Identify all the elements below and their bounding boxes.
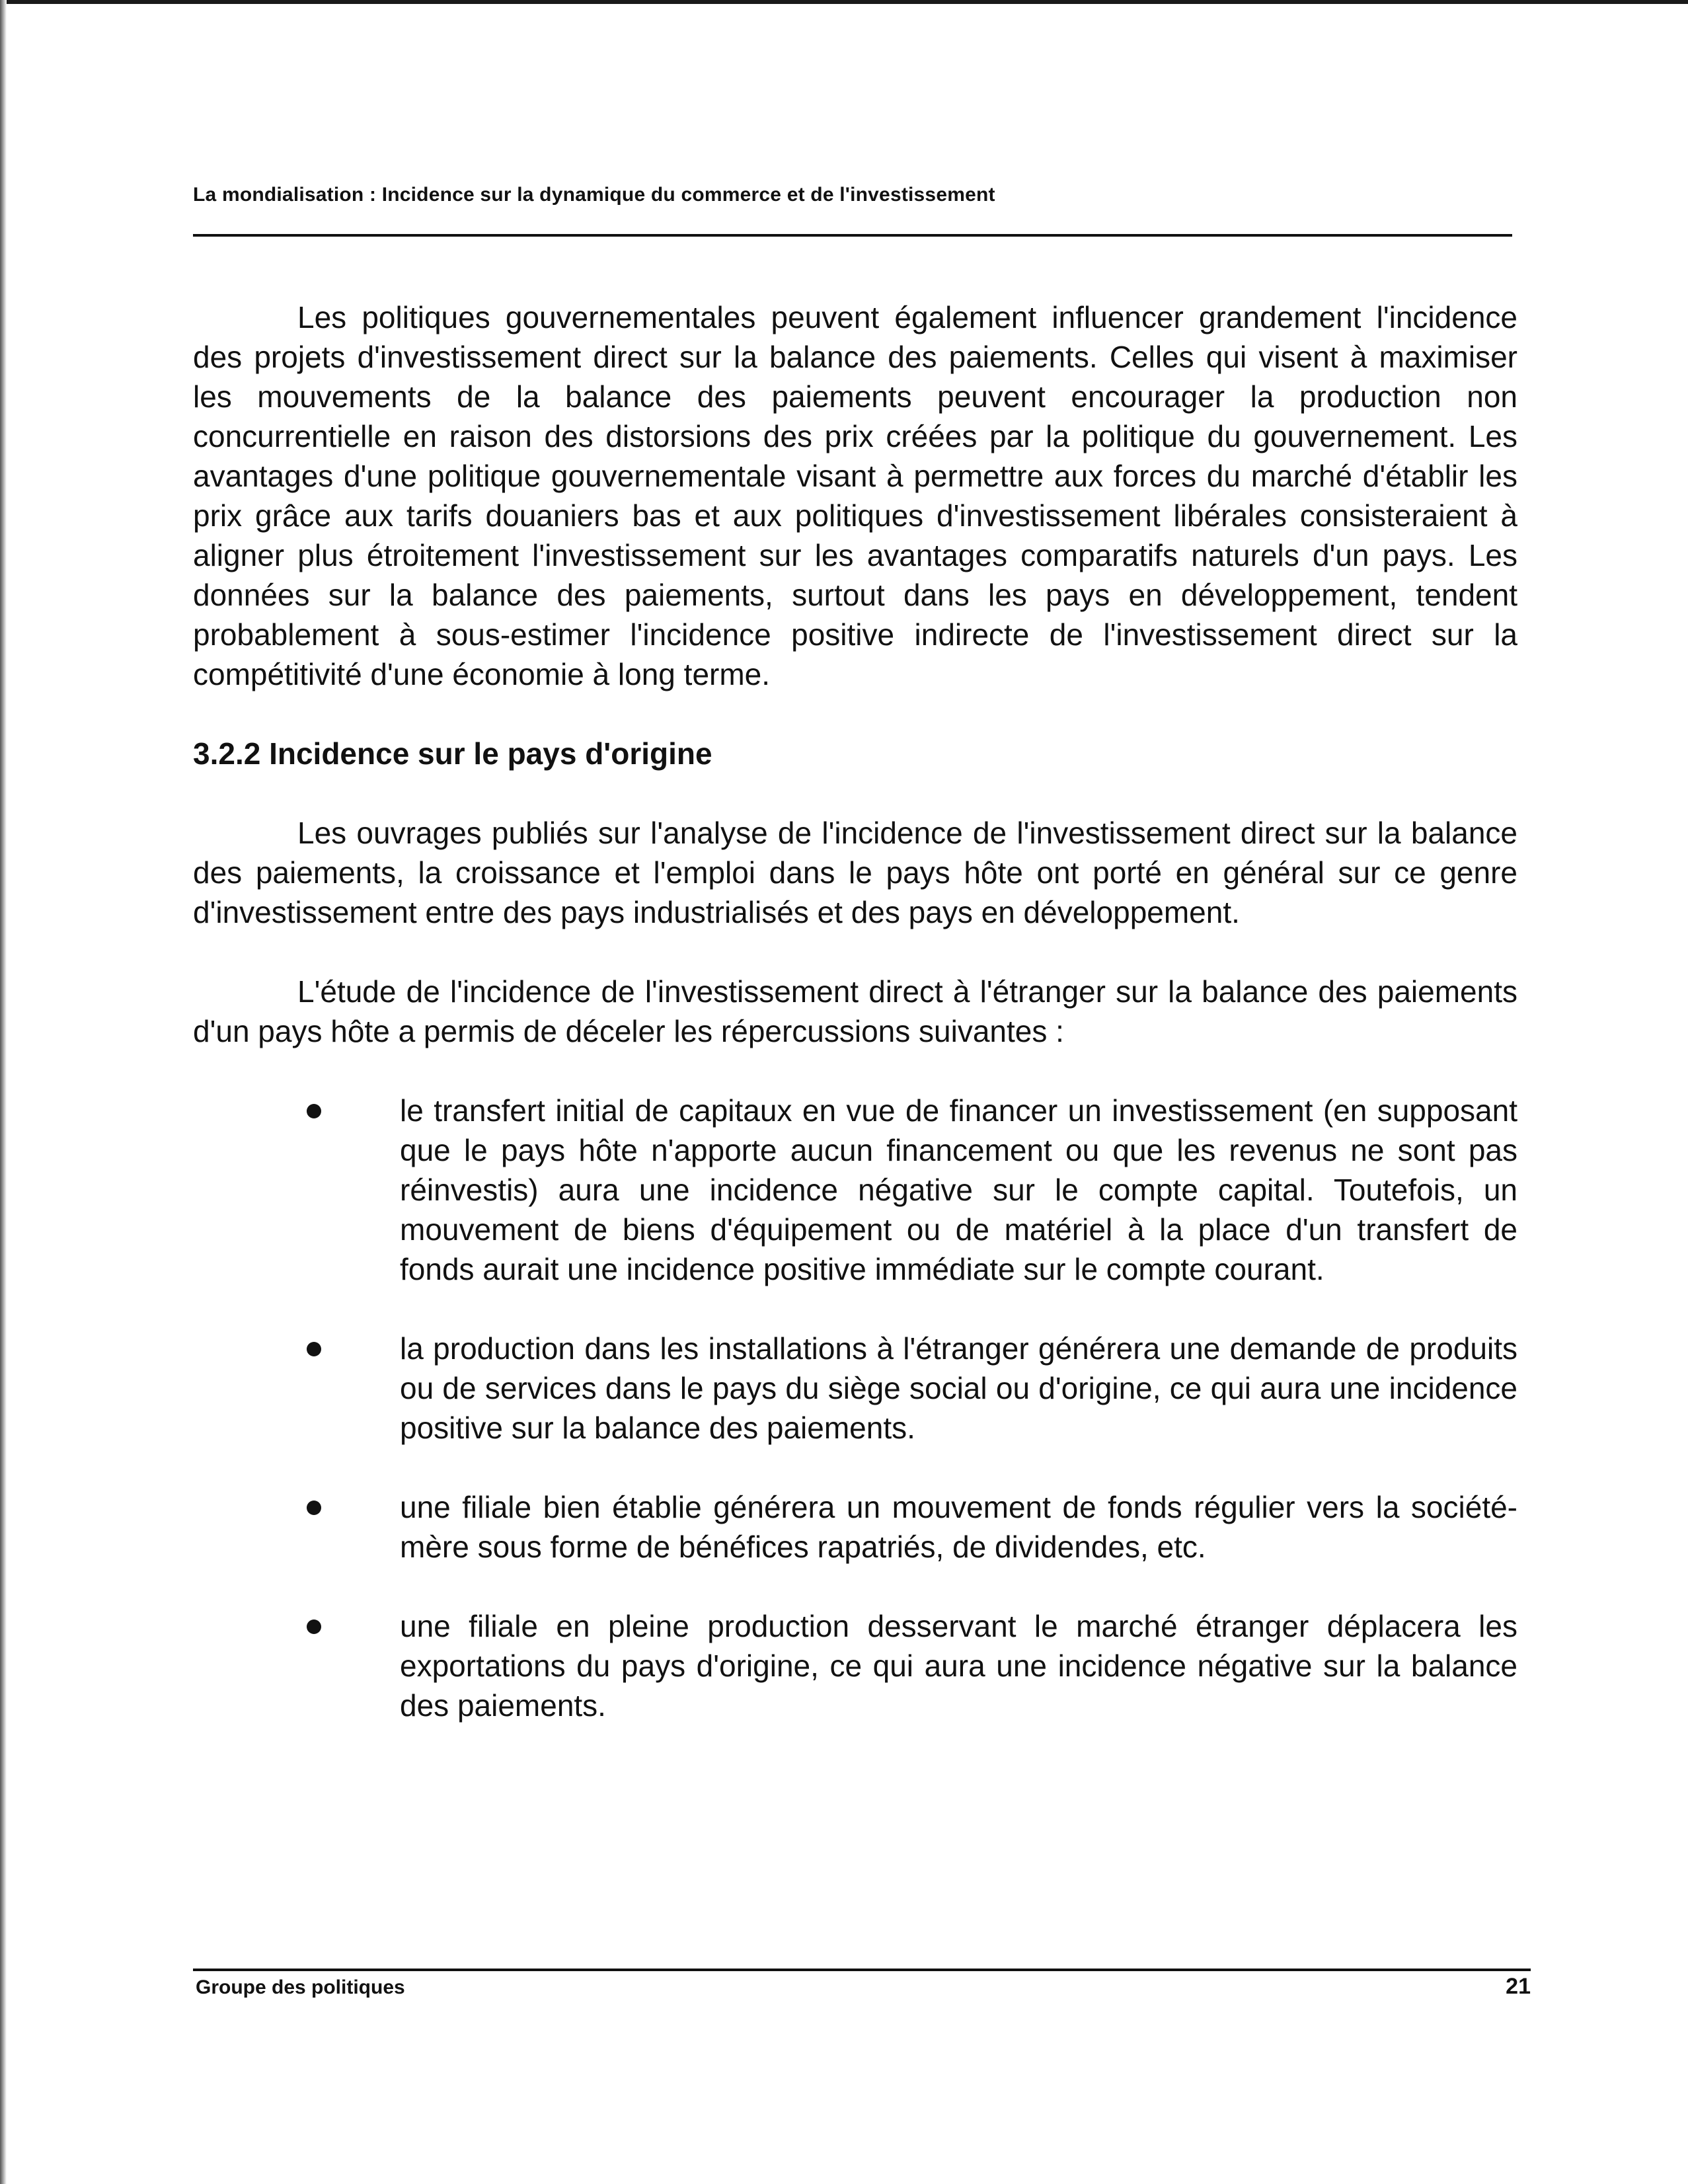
page-body <box>193 297 1517 1765</box>
repercussions-list <box>193 1091 1517 1725</box>
list-item-text: le transfert initial de capitaux en vue de financer un investissement (en supposant que le pays hôte n'apporte aucun financement ou que les revenus ne sont pas réinvestis) aura une incidence négative sur le compte capital. Toutefois, un mouvement de biens d'équipement ou de matériel à la place d'un transfert de fonds aurait une incidence positive immédiate sur le compte courant. <box>400 1093 1517 1286</box>
list-item <box>193 1091 1517 1289</box>
footer-organization: Groupe des politiques <box>196 1976 405 1998</box>
section-heading: 3.2.2 Incidence sur le pays d'origine <box>193 736 712 771</box>
page-number: 21 <box>1506 1974 1531 1999</box>
scan-left-edge <box>0 0 7 2184</box>
list-item <box>193 1487 1517 1567</box>
running-header: La mondialisation : Incidence sur la dynamique du commerce et de l'investissement <box>193 184 995 206</box>
bullet-icon <box>307 1501 321 1515</box>
paragraph-government-policies: Les politiques gouvernementales peuvent également influencer grandement l'incidence des projets d'investissement direct sur la balance des paiements. Celles qui visent à maximiser les mouvements de la balance des paiements peuvent encourager la production non concurrentielle en raison des distorsions des prix créées par la politique du gouvernement. Les avantages d'une politique gouvernementale visant à permettre aux forces du marché d'établir les prix grâce aux tarifs douaniers bas et aux politiques d'investissement libérales consisteraient à aligner plus étroitement l'investissement sur les avantages comparatifs naturels d'un pays. Les données sur la balance des paiements, surtout dans les pays en développement, tendent probablement à sous-estimer l'incidence positive indirecte de l'investissement direct sur la compétitivité d'une économie à long terme. <box>193 300 1517 691</box>
paragraph-published-works: Les ouvrages publiés sur l'analyse de l'incidence de l'investissement direct sur la balance des paiements, la croissance et l'emploi dans le pays hôte ont porté en général sur ce genre d'investissement entre des pays industrialisés et des pays en développement. <box>193 816 1517 929</box>
paragraph-study-intro: L'étude de l'incidence de l'investissement direct à l'étranger sur la balance des paiements d'un pays hôte a permis de déceler les répercussions suivantes : <box>193 974 1517 1048</box>
bullet-icon <box>307 1342 321 1356</box>
bullet-icon <box>307 1619 321 1634</box>
list-item-text: une filiale bien établie générera un mouvement de fonds régulier vers la société-mère sous forme de bénéfices rapatriés, de dividendes, etc. <box>400 1490 1517 1564</box>
list-item <box>193 1329 1517 1448</box>
list-item-text: une filiale en pleine production desservant le marché étranger déplacera les exportations du pays d'origine, ce qui aura une incidence négative sur la balance des paiements. <box>400 1609 1517 1723</box>
scan-top-edge <box>0 0 1688 4</box>
list-item <box>193 1606 1517 1725</box>
bullet-icon <box>307 1104 321 1118</box>
list-item-text: la production dans les installations à l'étranger générera une demande de produits ou de services dans le pays du siège social ou d'origine, ce qui aura une incidence positive sur la balance des paiements. <box>400 1331 1517 1445</box>
header-rule <box>193 234 1512 237</box>
footer-rule <box>193 1969 1531 1971</box>
